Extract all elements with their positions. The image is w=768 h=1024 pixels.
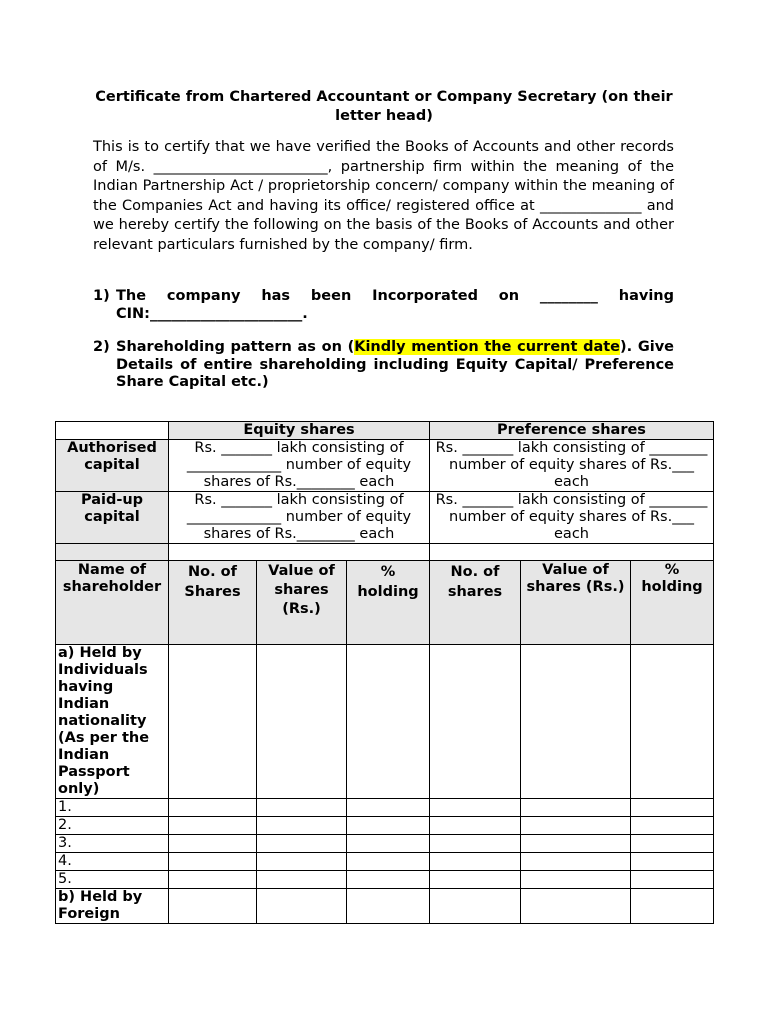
col-header-pref-pct: % holding: [631, 561, 714, 645]
row-number: 2.: [56, 817, 169, 835]
table-cell: [169, 835, 257, 853]
table-cell: [347, 889, 430, 924]
row-number: 1.: [56, 799, 169, 817]
table-cell: [430, 853, 521, 871]
table-cell: [631, 889, 714, 924]
item-text: [116, 339, 674, 392]
table-cell: [631, 645, 714, 799]
table-cell: [430, 817, 521, 835]
table-cell: [169, 799, 257, 817]
col-header-pref-value: Value of shares (Rs.): [521, 561, 631, 645]
row-number: 4.: [56, 853, 169, 871]
authorised-capital-label: Authorised capital: [56, 440, 169, 492]
document-title: Certificate from Chartered Accountant or Company Secretary (on their letter head): [95, 89, 673, 124]
paidup-capital-label: Paid-up capital: [56, 492, 169, 544]
table-cell: [430, 835, 521, 853]
paidup-equity-cell: Rs. _______ lakh consisting of _____________ number of equity shares of Rs.________ each: [169, 492, 430, 544]
col-header-equity-no: No. of Shares: [169, 561, 257, 645]
table-cell: [430, 871, 521, 889]
item-text-after: ). Give Details of entire shareholding including Equity Capital/ Preference Share Capital etc.): [116, 339, 674, 390]
item-shareholding: [93, 339, 674, 392]
col-header-name: Name of shareholder: [56, 561, 169, 645]
item-number: 1): [93, 288, 110, 304]
table-cell: [631, 871, 714, 889]
item-text: The company has been Incorporated on ________ having CIN:_____________________.: [116, 288, 674, 322]
table-cell: [521, 835, 631, 853]
table-cell: [521, 799, 631, 817]
shareholding-table: [55, 421, 714, 924]
table-cell: [521, 645, 631, 799]
table-cell: [257, 835, 347, 853]
item-number: 2): [93, 339, 110, 355]
table-cell: [347, 853, 430, 871]
table-cell: [169, 853, 257, 871]
table-cell: [521, 889, 631, 924]
table-cell: [257, 799, 347, 817]
table-cell: [169, 817, 257, 835]
table-cell: [430, 799, 521, 817]
blank-cell: [430, 544, 714, 561]
table-cell: [347, 799, 430, 817]
table-cell: [169, 889, 257, 924]
equity-shares-header: Equity shares: [169, 422, 430, 440]
row-label-indian-individuals: a) Held by Individuals having Indian nationality (As per the Indian Passport only): [56, 645, 169, 799]
table-cell: [257, 853, 347, 871]
paidup-preference-cell: Rs. _______ lakh consisting of ________ number of equity shares of Rs.___ each: [430, 492, 714, 544]
table-cell: [521, 853, 631, 871]
table-cell: [257, 871, 347, 889]
table-cell: [257, 817, 347, 835]
blank-cell: [56, 544, 169, 561]
row-number: 5.: [56, 871, 169, 889]
item-text-before: Shareholding pattern as on (: [116, 339, 355, 355]
col-header-equity-value: Value of shares (Rs.): [257, 561, 347, 645]
row-label-foreign: b) Held by Foreign: [56, 889, 169, 924]
table-cell: [347, 835, 430, 853]
table-cell: [631, 835, 714, 853]
authorised-equity-cell: Rs. _______ lakh consisting of _____________ number of equity shares of Rs.________ each: [169, 440, 430, 492]
table-cell: [257, 889, 347, 924]
table-cell: [430, 645, 521, 799]
table-cell: [631, 853, 714, 871]
table-cell: [631, 799, 714, 817]
table-cell: [169, 645, 257, 799]
row-number: 3.: [56, 835, 169, 853]
table-cell: [347, 645, 430, 799]
table-cell: [521, 817, 631, 835]
blank-cell: [169, 544, 430, 561]
blank-cell: [56, 422, 169, 440]
authorised-preference-cell: Rs. _______ lakh consisting of ________ number of equity shares of Rs.___ each: [430, 440, 714, 492]
table-cell: [430, 889, 521, 924]
table-cell: [347, 871, 430, 889]
item-incorporation: [93, 288, 674, 323]
table-cell: [347, 817, 430, 835]
preference-shares-header: Preference shares: [430, 422, 714, 440]
table-cell: [169, 871, 257, 889]
col-header-pref-no: No. of shares: [430, 561, 521, 645]
table-cell: [521, 871, 631, 889]
certification-paragraph: This is to certify that we have verified the Books of Accounts and other records of M/s. ________________________, partnership firm within the meaning of the Indian Partnership Act / proprietorship concern/ company within the meaning of the Companies Act and having its office/ registered office at ______________ and we hereby certify the following on the basis of the Books of Accounts and other relevant particulars furnished by the company/ firm.: [93, 139, 674, 253]
highlighted-instruction: Kindly mention the current date: [354, 339, 621, 355]
table-cell: [257, 645, 347, 799]
table-cell: [631, 817, 714, 835]
col-header-equity-pct: % holding: [347, 561, 430, 645]
